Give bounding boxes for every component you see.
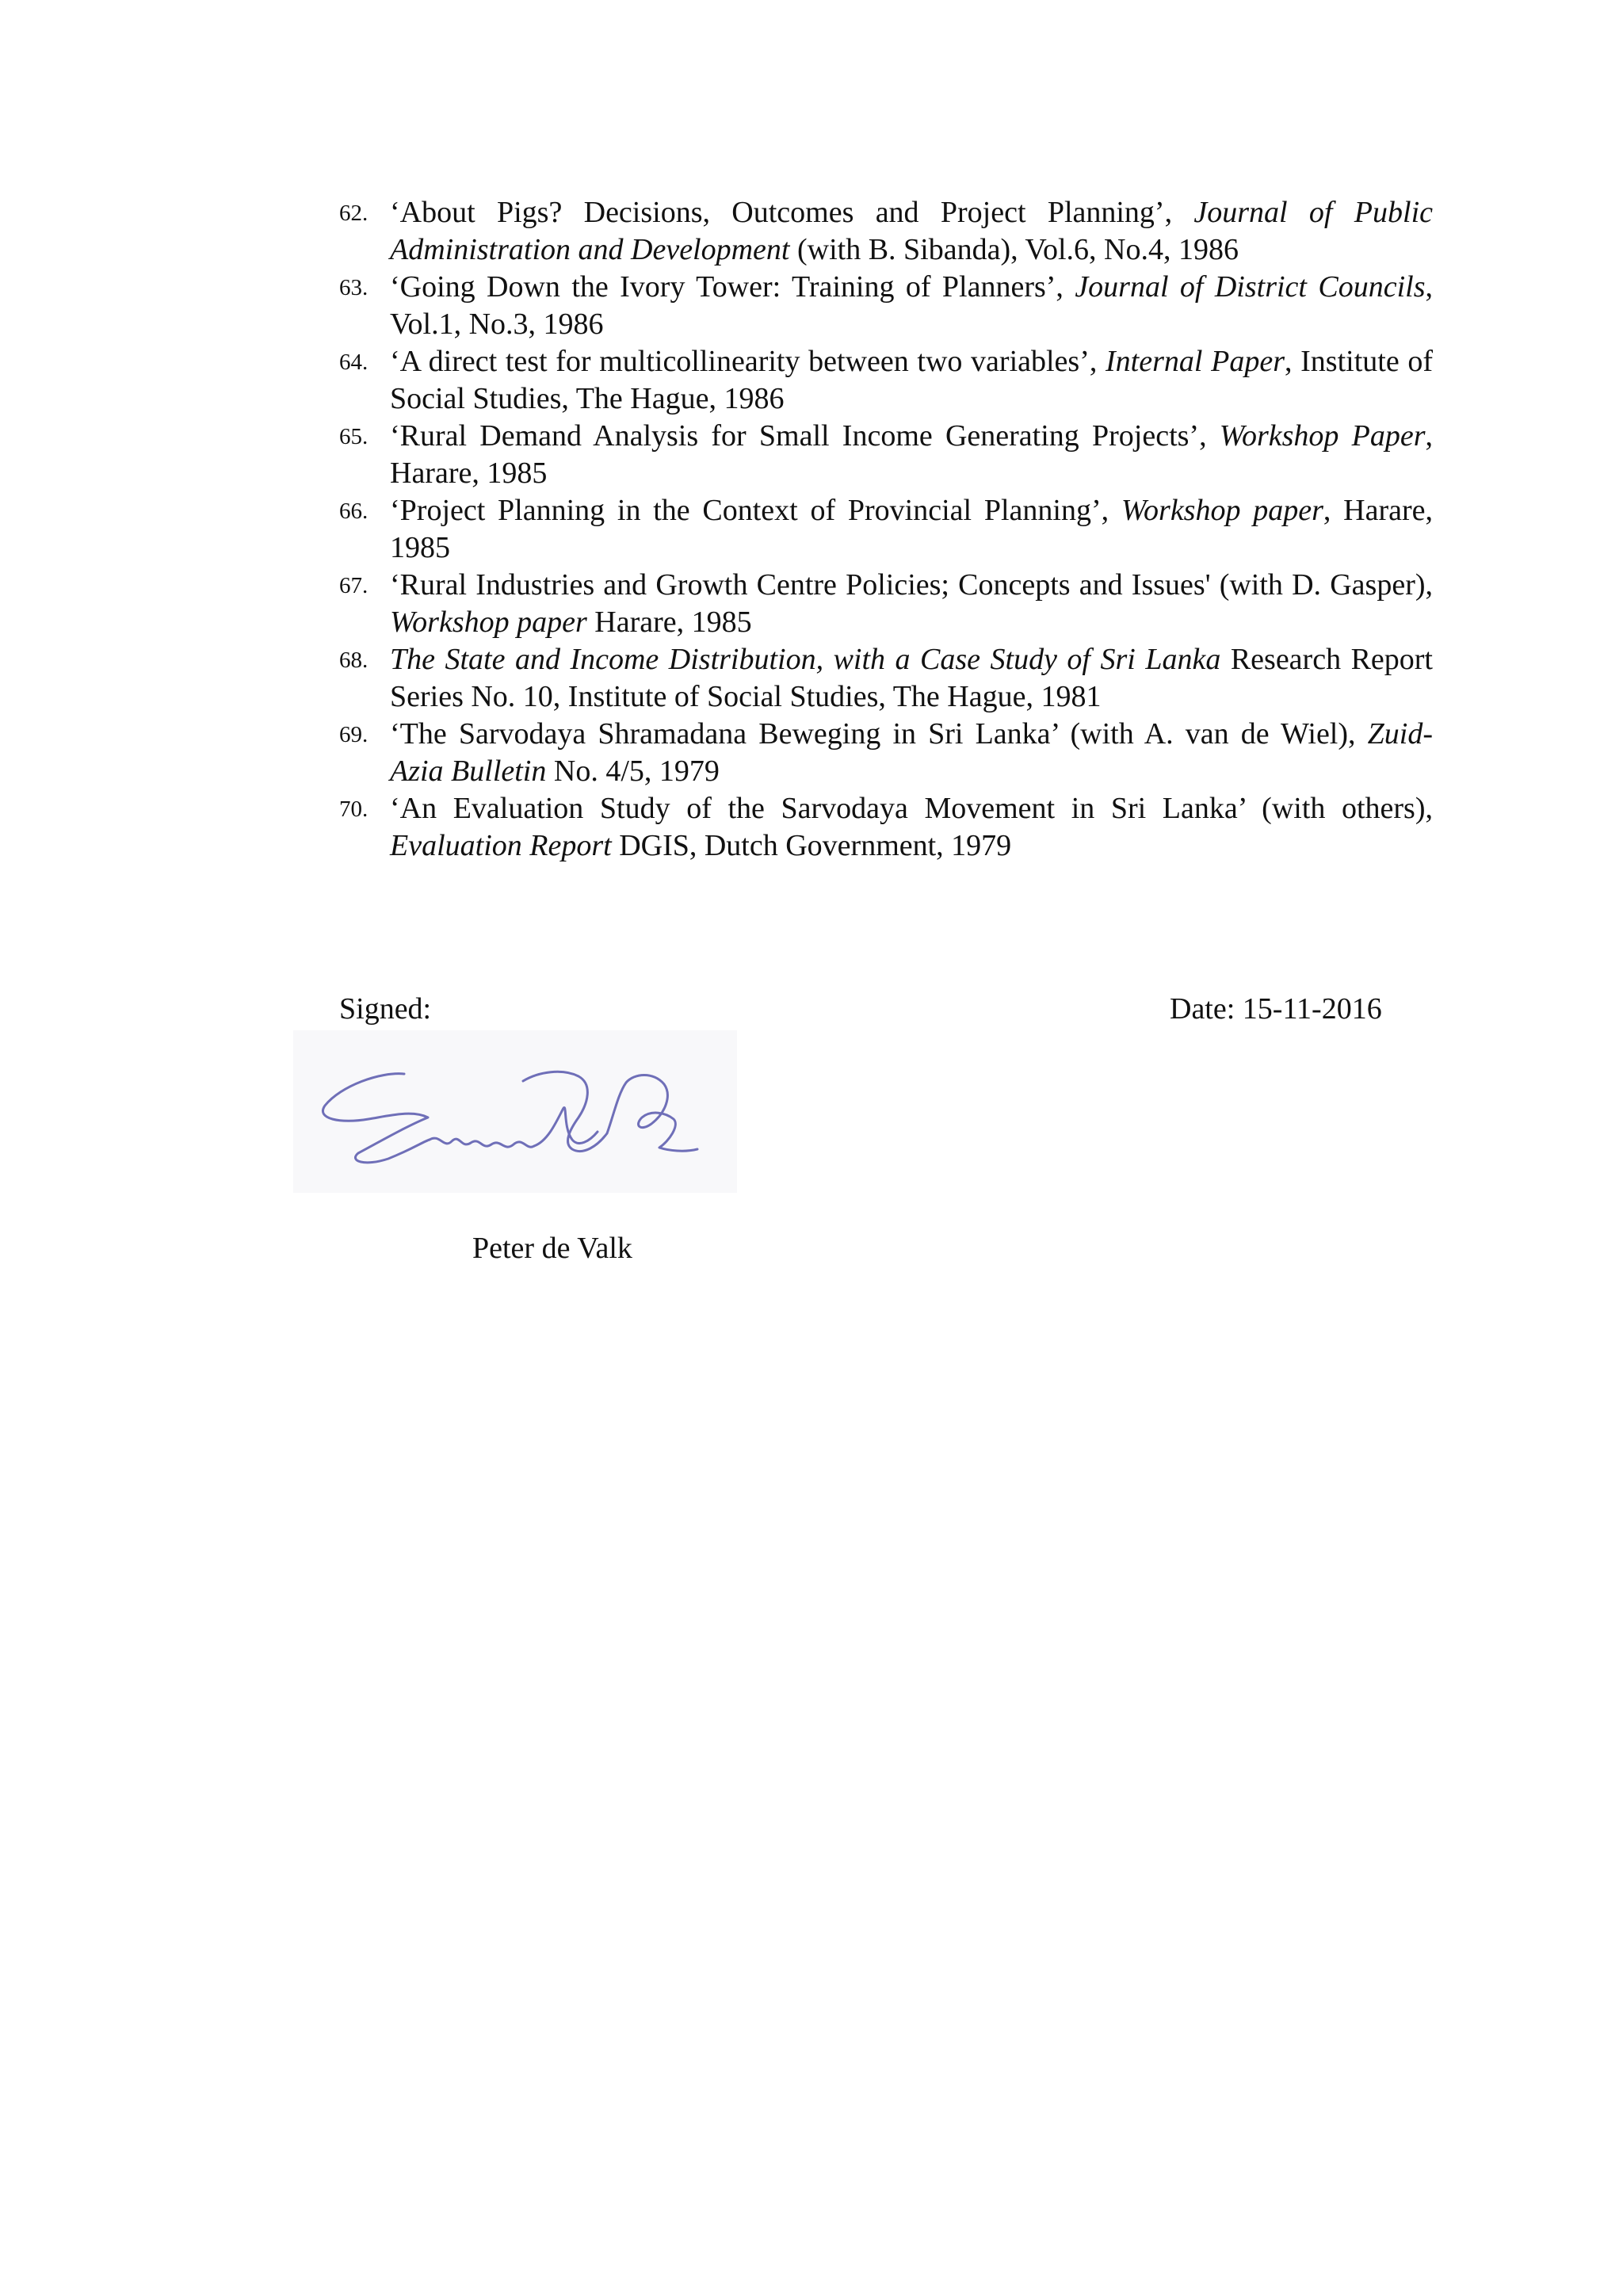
- publication-number: 62.: [339, 201, 369, 226]
- publication-entry: [339, 492, 1433, 567]
- publication-citation: ‘A direct test for multicollinearity between two variables’, Internal Paper, Institute of Social Studies, The Hague, 1986: [390, 345, 1433, 415]
- publication-number: 66.: [339, 499, 369, 524]
- publication-entry: [339, 418, 1433, 492]
- publication-citation: ‘The Sarvodaya Shramadana Beweging in Sri Lanka’ (with A. van de Wiel), Zuid-Azia Bulletin No. 4/5, 1979: [390, 717, 1433, 788]
- signature-stroke: [607, 1075, 697, 1152]
- publication-entry: [339, 790, 1433, 865]
- signature-stroke: [534, 1107, 598, 1146]
- publication-number: 70.: [339, 797, 369, 822]
- signature-image: [293, 1030, 737, 1193]
- signed-label: Signed:: [339, 992, 432, 1026]
- publication-entry: [339, 567, 1433, 641]
- publication-entry: [339, 343, 1433, 418]
- publication-citation: ‘Rural Industries and Growth Centre Policies; Concepts and Issues' (with D. Gasper), Workshop paper Harare, 1985: [390, 568, 1433, 639]
- publication-citation: ‘Rural Demand Analysis for Small Income Generating Projects’, Workshop Paper, Harare, 1985: [390, 419, 1433, 490]
- publication-citation: ‘About Pigs? Decisions, Outcomes and Project Planning’, Journal of Public Administration and Development (with B. Sibanda), Vol.6, No.4, 1986: [390, 196, 1433, 266]
- publication-entry: [339, 641, 1433, 716]
- signer-name: Peter de Valk: [472, 1232, 632, 1265]
- handwritten-signature: [293, 1030, 737, 1193]
- publication-entry: [339, 194, 1433, 269]
- publication-number: 65.: [339, 424, 369, 449]
- signature-stroke: [430, 1138, 534, 1147]
- publication-number: 63.: [339, 275, 369, 300]
- publication-citation: ‘Going Down the Ivory Tower: Training of Planners’, Journal of District Councils, Vol.1, No.3, 1986: [390, 270, 1433, 341]
- signature-date: Date: 15-11-2016: [1170, 992, 1382, 1026]
- publication-citation: ‘Project Planning in the Context of Provincial Planning’, Workshop paper, Harare, 1985: [390, 494, 1433, 564]
- publication-number: 64.: [339, 350, 369, 375]
- publication-entry: [339, 269, 1433, 343]
- publication-citation: The State and Income Distribution, with a Case Study of Sri Lanka Research Report Series No. 10, Institute of Social Studies, The Hague, 1981: [390, 643, 1433, 713]
- signature-stroke: [323, 1074, 430, 1163]
- publication-list: [339, 194, 1433, 865]
- publication-number: 68.: [339, 648, 369, 673]
- publication-number: 69.: [339, 722, 369, 747]
- publication-number: 67.: [339, 573, 369, 598]
- publication-citation: ‘An Evaluation Study of the Sarvodaya Movement in Sri Lanka’ (with others), Evaluation Report DGIS, Dutch Government, 1979: [390, 792, 1433, 862]
- publication-entry: [339, 716, 1433, 790]
